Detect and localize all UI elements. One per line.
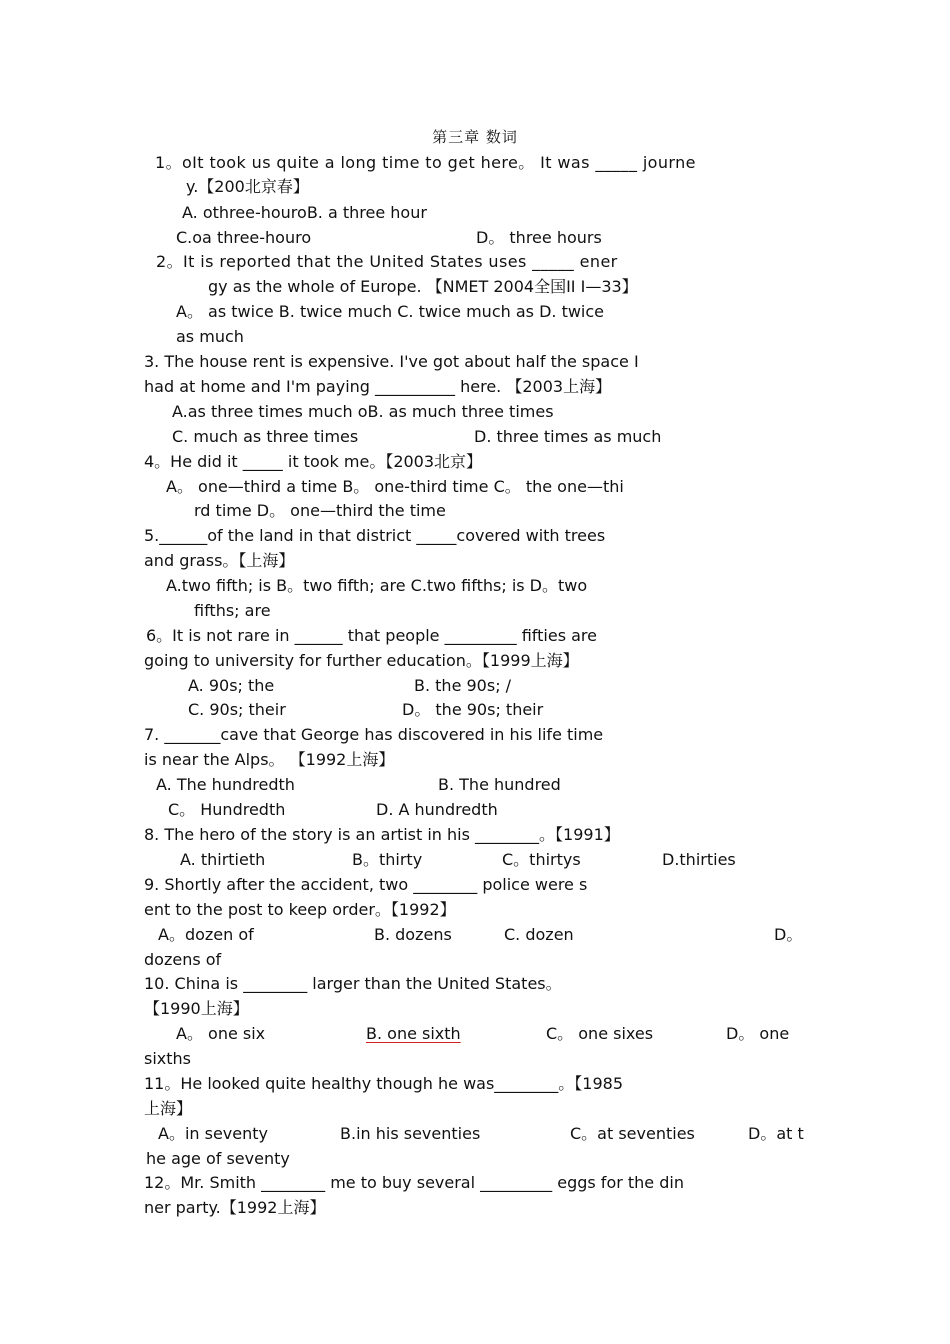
- q8-option-b: B。thirty: [352, 850, 423, 869]
- q3-stem-cont: had at home and I'm paying __________ here. 【2003上海】: [144, 377, 612, 396]
- q7-option-d: D. A hundredth: [376, 800, 498, 819]
- q10-source: 【1990上海】: [144, 999, 249, 1018]
- q6-option-a: A. 90s; the: [188, 676, 275, 695]
- q3-option-d: D. three times as much: [474, 427, 662, 446]
- q1-source: y.【200北京春】: [186, 177, 309, 196]
- q10-option-b: B. one sixth: [366, 1024, 461, 1043]
- q4-stem: 4。He did it _____ it took me。【2003北京】: [144, 452, 483, 471]
- q4-options: A。 one—third a time B。 one-third time C。 the one—thi: [166, 477, 624, 496]
- q7-option-c: C。 Hundredth: [168, 800, 286, 819]
- q8-option-a: A. thirtieth: [180, 850, 266, 869]
- q3-options-ab: A.as three times much oB. as much three times: [172, 402, 554, 421]
- q9-option-d: D。: [774, 925, 803, 944]
- q10-stem: 10. China is ________ larger than the United States。: [144, 974, 562, 993]
- q9-stem-cont: ent to the post to keep order。【1992】: [144, 900, 456, 919]
- q11-option-b: B.in his seventies: [340, 1124, 481, 1143]
- q12-stem-cont: ner party.【1992上海】: [144, 1198, 326, 1217]
- q11-stem: 11。He looked quite healthy though he was________。【1985: [144, 1074, 624, 1093]
- q9-stem: 9. Shortly after the accident, two ________ police were s: [144, 875, 588, 894]
- q6-stem: 6。It is not rare in ______ that people _________ fifties are: [146, 626, 597, 645]
- q7-stem: 7. _______cave that George has discovered in his life time: [144, 725, 604, 744]
- q7-option-b: B. The hundred: [438, 775, 561, 794]
- q5-options: A.two fifth; is B。two fifth; are C.two fifths; is D。two: [166, 576, 588, 595]
- q9-option-c: C. dozen: [504, 925, 574, 944]
- q7-option-a: A. The hundredth: [156, 775, 295, 794]
- q9-option-a: A。dozen of: [158, 925, 254, 944]
- q2-options-cont: as much: [176, 327, 244, 346]
- q8-option-d: D.thirties: [662, 850, 736, 869]
- q6-option-b: B. the 90s; /: [414, 676, 512, 695]
- q5-stem-cont: and grass。【上海】: [144, 551, 295, 570]
- q6-stem-cont: going to university for further education。【1999上海】: [144, 651, 579, 670]
- q2-stem-cont: gy as the whole of Europe. 【NMET 2004全国II I—33】: [208, 277, 638, 296]
- q5-stem: 5.______of the land in that district _____covered with trees: [144, 526, 606, 545]
- q5-options-cont: fifths; are: [194, 601, 271, 620]
- q8-stem: 8. The hero of the story is an artist in his ________。【1991】: [144, 825, 620, 844]
- q11-option-c: C。at seventies: [570, 1124, 695, 1143]
- q1-options-ab: A. othree-houroB. a three hour: [182, 203, 427, 222]
- q4-options-cont: rd time D。 one—third the time: [194, 501, 446, 520]
- q11-option-d: D。at t: [748, 1124, 804, 1143]
- q11-source: 上海】: [144, 1099, 193, 1118]
- q1-option-d: D。 three hours: [476, 228, 602, 247]
- q2-stem: 2。It is reported that the United States uses _____ ener: [156, 252, 618, 271]
- q7-stem-cont: is near the Alps。 【1992上海】: [144, 750, 395, 769]
- q1-option-c: C.oa three-houro: [176, 228, 312, 247]
- q6-option-c: C. 90s; their: [188, 700, 286, 719]
- q2-options: A。 as twice B. twice much C. twice much as D. twice: [176, 302, 605, 321]
- q10-option-d-cont: sixths: [144, 1049, 191, 1068]
- q10-option-d: D。 one: [726, 1024, 790, 1043]
- q8-option-c: C。thirtys: [502, 850, 581, 869]
- chapter-title: 第三章 数词: [432, 128, 518, 146]
- q11-option-d-cont: he age of seventy: [146, 1149, 290, 1168]
- q6-option-d: D。 the 90s; their: [402, 700, 544, 719]
- q9-option-b: B. dozens: [374, 925, 452, 944]
- q10-option-a: A。 one six: [176, 1024, 266, 1043]
- q3-option-c: C. much as three times: [172, 427, 359, 446]
- q11-option-a: A。in seventy: [158, 1124, 268, 1143]
- q10-option-c: C。 one sixes: [546, 1024, 654, 1043]
- q9-option-d-cont: dozens of: [144, 950, 222, 969]
- q1-stem: 1。oIt took us quite a long time to get here。 It was _____ journe: [155, 153, 696, 172]
- q12-stem: 12。Mr. Smith ________ me to buy several _________ eggs for the din: [144, 1173, 684, 1192]
- q3-stem: 3. The house rent is expensive. I've got about half the space I: [144, 352, 639, 371]
